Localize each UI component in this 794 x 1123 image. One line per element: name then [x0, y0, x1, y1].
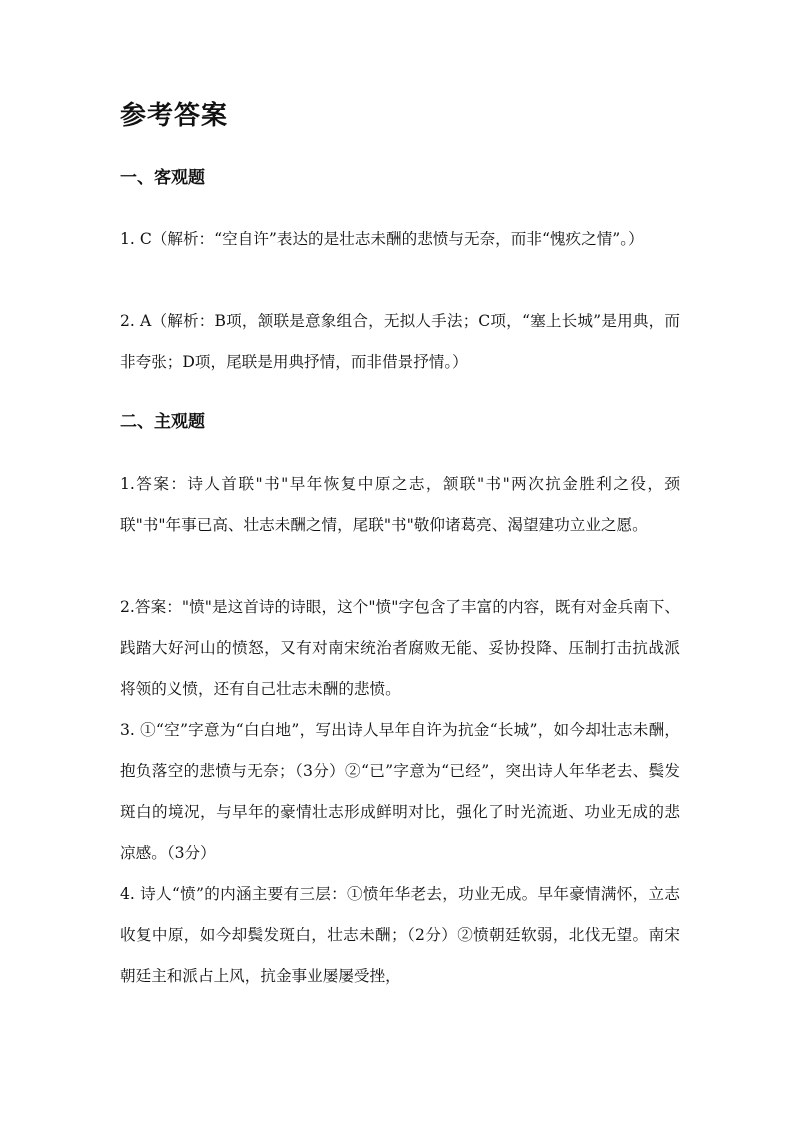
subjective-answer-2: 2.答案："愤"是这首诗的诗眼，这个"愤"字包含了丰富的内容，既有对金兵南下、践踏大好河山的愤怒，又有对南宋统治者腐败无能、妥协投降、压制打击抗战派将领的义愤，还有自己壮志未酬的悲愤。 [120, 598, 680, 698]
objective-answer-1: 1. C（解析：“空自许”表达的是壮志未酬的悲愤与无奈，而非“愧疚之情”。） [120, 230, 644, 248]
objective-answer-2: 2. A（解析：B项，颔联是意象组合，无拟人手法；C项，“塞上长城”是用典，而非夸张；D项，尾联是用典抒情，而非借景抒情。） [120, 312, 680, 371]
objective-section-heading: 一、客观题 [120, 168, 205, 188]
subjective-answer-4: 4. 诗人“愤”的内涵主要有三层：①愤年华老去，功业无成。早年豪情满怀，立志收复中原，如今却鬓发斑白，壮志未酬；（2分）②愤朝廷软弱，北伐无望。南宋朝廷主和派占上风，抗金事业屡屡受挫， [120, 885, 680, 985]
subjective-answer-3: 3. ①“空”字意为“白白地”，写出诗人早年自许为抗金“长城”，如今却壮志未酬，抱负落空的悲愤与无奈；（3分）②“已”字意为“已经”，突出诗人年华老去、鬓发斑白的境况，与早年的豪情壮志形成鲜明对比，强化了时光流逝、功业无成的悲凉感。（3分） [120, 721, 680, 862]
subjective-answer-1: 1.答案：诗人首联"书"早年恢复中原之志，颔联"书"两次抗金胜利之役，颈联"书"年事已高、壮志未酬之情，尾联"书"敬仰诸葛亮、渴望建功立业之愿。 [120, 475, 680, 534]
page-title: 参考答案 [120, 101, 229, 131]
subjective-section-heading: 二、主观题 [120, 412, 205, 432]
